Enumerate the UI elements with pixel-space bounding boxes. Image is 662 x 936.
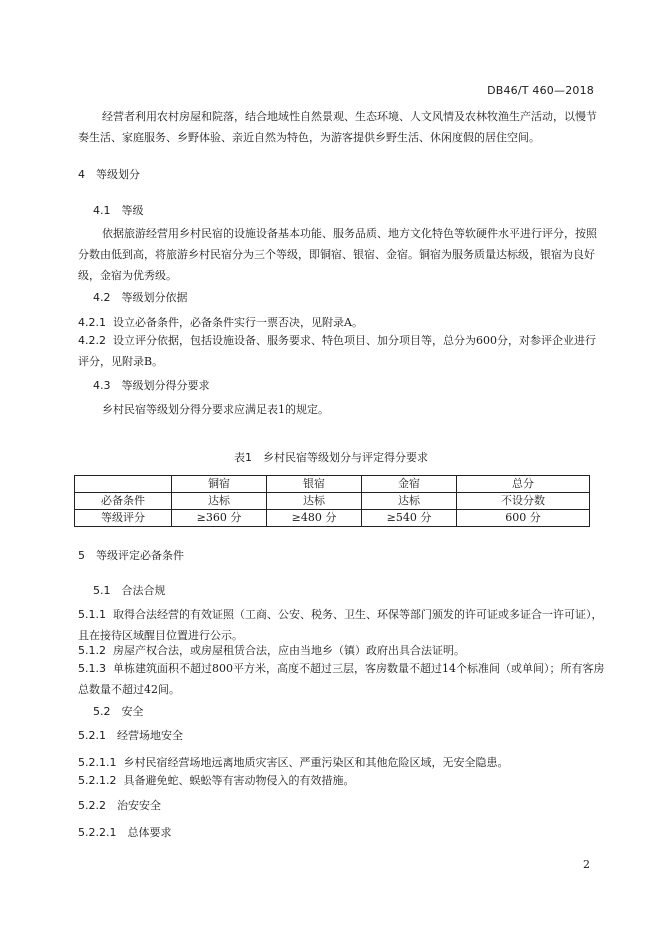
table-cell: 达标 (362, 493, 457, 510)
clause-number: 5.2.1.1 (78, 756, 117, 769)
table-cell: ≥480 分 (267, 510, 362, 527)
section-4-2-heading: 4.2 等级划分依据 (93, 291, 188, 304)
table-cell: 达标 (172, 493, 267, 510)
table-header-cell: 银宿 (267, 476, 362, 493)
table-header-cell: 总分 (457, 476, 590, 493)
section-4-1-body: 依据旅游经营用乡村民宿的设施设备基本功能、服务品质、地方文化特色等软硬件水平进行评分，按照分数由低到高，将旅游乡村民宿分为三个等级，即铜宿、银宿、金宿。铜宿为服务质量达标级，银宿为良好级，金宿为优秀级。 (78, 227, 597, 282)
clause-text: 设立必备条件，必备条件实行一票否决，见附录A。 (113, 316, 363, 329)
grading-table (74, 475, 590, 527)
section-5-2-2-1-heading: 5.2.2.1 总体要求 (78, 826, 172, 839)
table-header-cell (75, 476, 172, 493)
clause-number: 4.2.2 (78, 334, 106, 347)
standard-code: DB46/T 460—2018 (487, 84, 594, 97)
section-4-3-body: 乡村民宿等级划分得分要求应满足表1的规定。 (102, 403, 329, 416)
section-4-1-heading: 4.1 等级 (93, 204, 144, 217)
table-cell: ≥360 分 (172, 510, 267, 527)
clause-text: 取得合法经营的有效证照（工商、公安、税务、卫生、环保等部门颁发的许可证或多证合一许可证），且在接待区域醒目位置进行公示。 (78, 608, 603, 642)
clause-number: 5.1.2 (78, 644, 106, 657)
clause-number: 5.1.1 (78, 608, 106, 621)
table-header-cell: 铜宿 (172, 476, 267, 493)
clause-text: 乡村民宿经营场地远离地质灾害区、严重污染区和其他危险区域，无安全隐患。 (123, 756, 509, 769)
table-header-cell: 金宿 (362, 476, 457, 493)
clause-text: 房屋产权合法，或房屋租赁合法，应由当地乡（镇）政府出具合法证明。 (113, 644, 465, 657)
table-cell: 不设分数 (457, 493, 590, 510)
page-number: 2 (583, 858, 590, 871)
clause-number: 5.1.3 (78, 662, 106, 675)
section-5-heading: 5 等级评定必备条件 (78, 549, 184, 562)
clause-5-2-1-2 (78, 770, 606, 791)
section-4-heading: 4 等级划分 (78, 168, 140, 181)
clause-number: 5.2.1.2 (78, 774, 117, 787)
table-caption: 表1 乡村民宿等级划分与评定得分要求 (234, 451, 428, 464)
section-5-2-2-heading: 5.2.2 治安安全 (78, 799, 161, 812)
clause-4-2-2 (78, 330, 606, 372)
intro-paragraph: 经营者利用农村房屋和院落，结合地域性自然景观、生态环境、人文风情及农林牧渔生产活动，以慢节奏生活、家庭服务、乡野体验、亲近自然为特色，为游客提供乡野生活、休闲度假的居住空间。 (78, 110, 597, 144)
table-cell: 等级评分 (75, 510, 172, 527)
clause-text: 具备避免蛇、蜈蚣等有害动物侵入的有效措施。 (123, 774, 355, 787)
table-cell: ≥540 分 (362, 510, 457, 527)
table-row (75, 493, 590, 510)
table-row (75, 510, 590, 527)
clause-number: 4.2.1 (78, 316, 106, 329)
clause-text: 设立评分依据，包括设施设备、服务要求、特色项目、加分项目等，总分为600分，对参评企业进行评分，见附录B。 (78, 334, 596, 368)
section-5-1-heading: 5.1 合法合规 (93, 584, 166, 597)
table-cell: 达标 (267, 493, 362, 510)
section-5-2-heading: 5.2 安全 (93, 705, 144, 718)
clause-text: 单栋建筑面积不超过800平方米，高度不超过三层，客房数量不超过14个标准间（或单间）；所有客房总数量不超过42间。 (78, 662, 605, 696)
section-5-2-1-heading: 5.2.1 经营场地安全 (78, 729, 183, 742)
table-cell: 必备条件 (75, 493, 172, 510)
table-header-row (75, 476, 590, 493)
section-4-3-heading: 4.3 等级划分得分要求 (93, 379, 210, 392)
table-cell: 600 分 (457, 510, 590, 527)
clause-5-1-3 (78, 658, 606, 700)
